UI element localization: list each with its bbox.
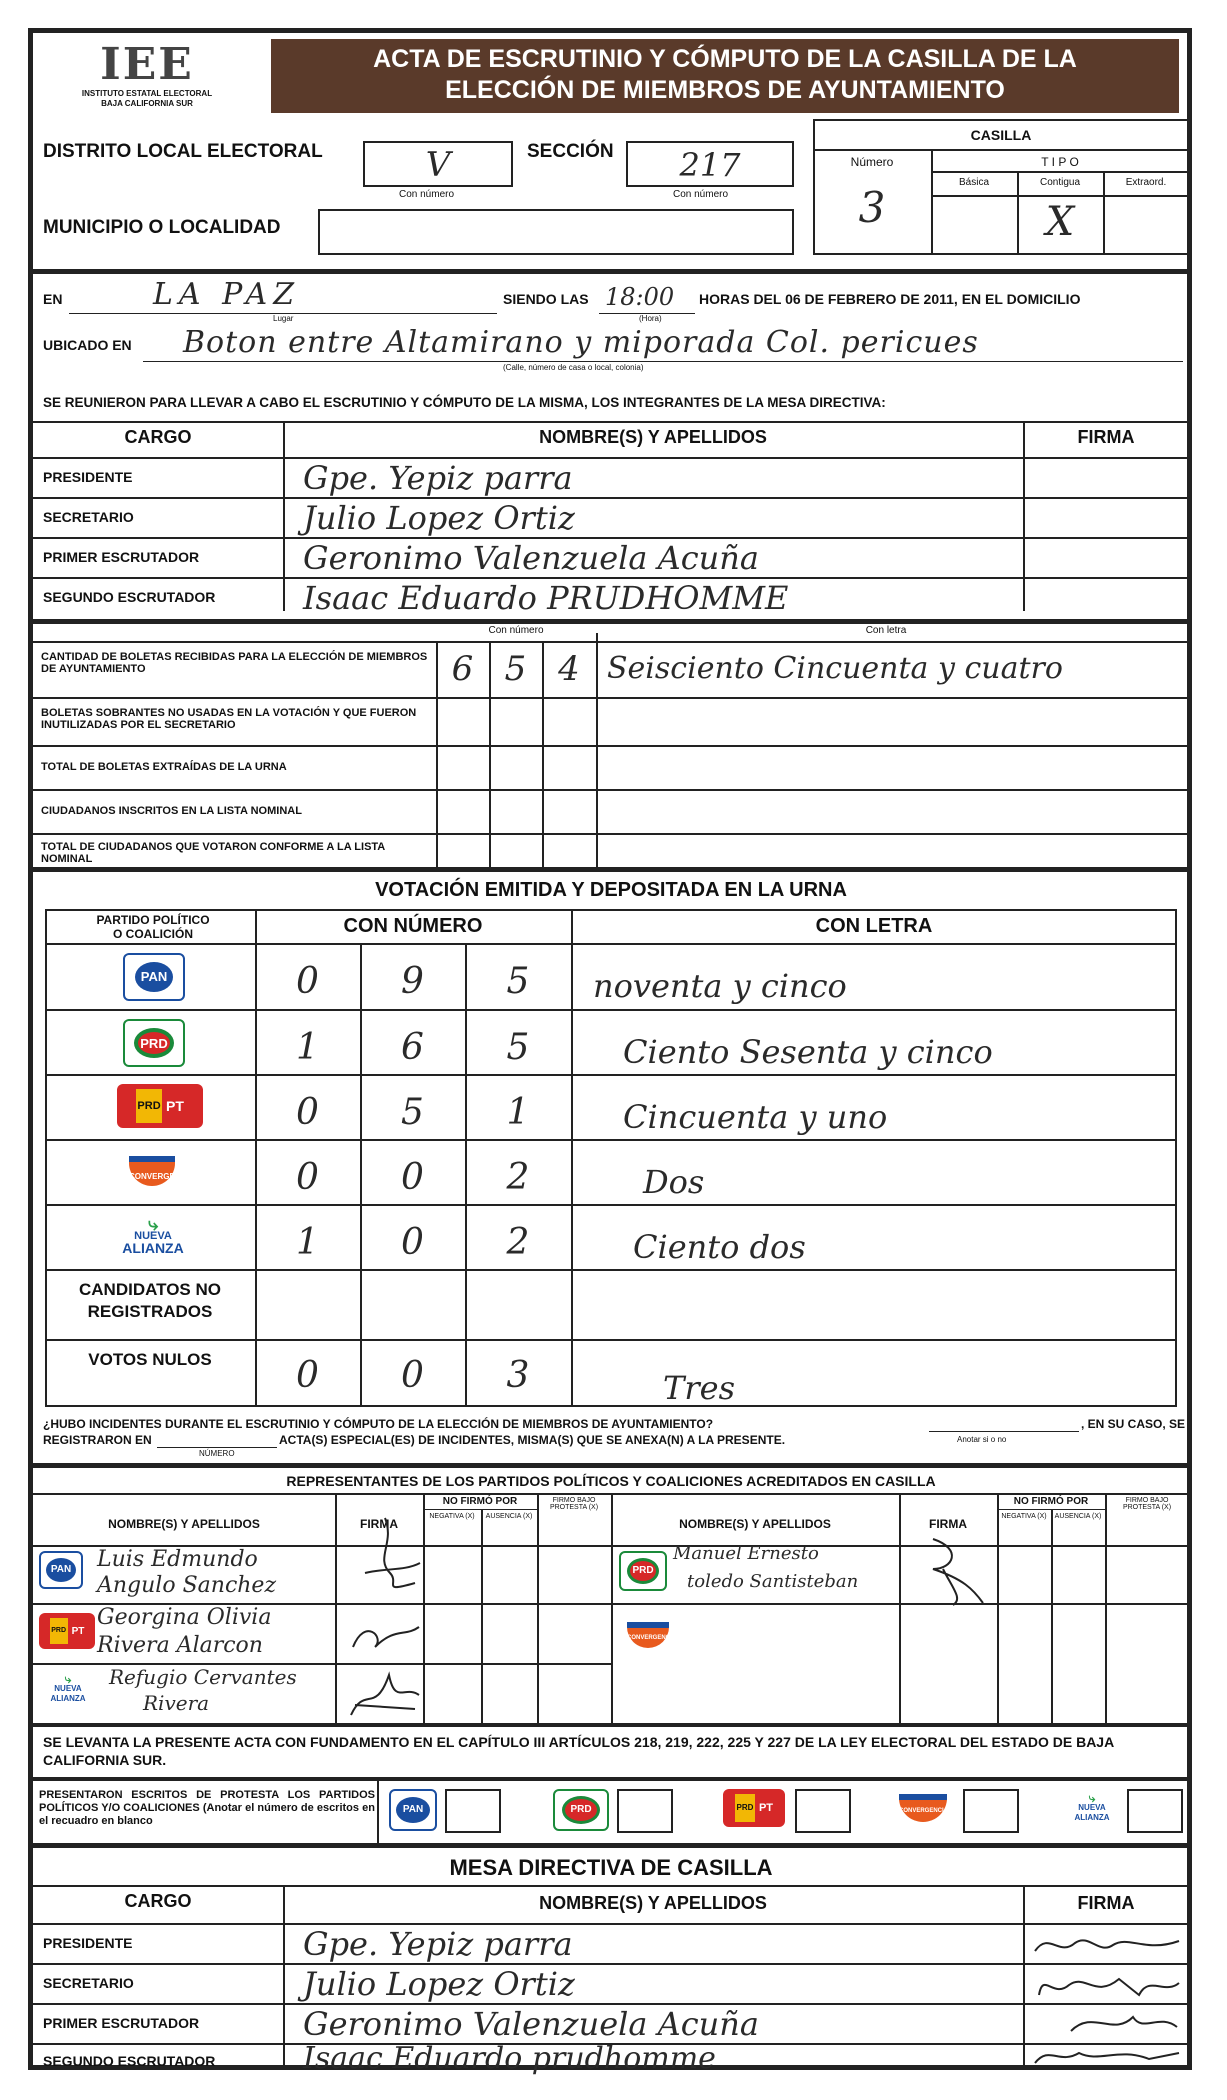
distrito-caption: Con número (399, 189, 455, 200)
incidentes-line1-end: , EN SU CASO, SE (1081, 1417, 1186, 1431)
incidentes-line1: ¿HUBO INCIDENTES DURANTE EL ESCRUTINIO Y CÓMPUTO DE LA ELECCIÓN DE MIEMBROS DE AYUNTAMIENTO? (43, 1417, 714, 1431)
iee-logo (47, 41, 247, 121)
votacion-d1[interactable]: 1 (296, 1027, 319, 1068)
casilla-numero-label: Número (850, 155, 894, 169)
votacion-d3[interactable]: 5 (506, 1027, 530, 1068)
incidentes-line2a: REGISTRARON EN (43, 1433, 152, 1447)
seccion-label: SECCIÓN (527, 141, 614, 162)
rep-right-nombre-header: NOMBRE(S) Y APELLIDOS (679, 1517, 831, 1531)
domicilio-value: Boton entre Altamirano y miporada Col. pericues (183, 325, 979, 360)
mesa-bottom-cargo: PRIMER ESCRUTADOR (43, 2015, 200, 2031)
rep-signature-icon (345, 1607, 425, 1663)
mesa-top-cargo: SECRETARIO (43, 509, 134, 525)
nueva-alianza-logo-icon: ⤷ NUEVA ALIANZA (37, 1669, 99, 1709)
rep-left-ausencia-header: AUSENCIA (X) (485, 1513, 533, 1520)
nueva-alianza-logo-icon: ⤷ NUEVA ALIANZA (113, 1214, 193, 1258)
rep-left-negativa-header: NEGATIVA (X) (429, 1513, 475, 1520)
rep-name-line2[interactable]: Rivera Alarcon (97, 1633, 263, 1658)
nueva-alianza-logo-icon: ⤷ NUEVA ALIANZA (1057, 1789, 1127, 1827)
rep-name-line1[interactable]: Georgina Olivia (97, 1605, 272, 1630)
candidatos-no-registrados-label: CANDIDATOS NO REGISTRADOS (79, 1280, 221, 1321)
boletas-con-letra: Con letra (865, 625, 907, 636)
boletas-label: CIUDADANOS INSCRITOS EN LA LISTA NOMINAL (41, 805, 302, 817)
votacion-letra[interactable]: Dos (643, 1163, 705, 1201)
mesa-top-nombre[interactable]: Gpe. Yepiz parra (303, 459, 573, 497)
votacion-d1[interactable]: 1 (296, 1222, 319, 1263)
casilla-tipo-label: T I P O (1041, 155, 1079, 169)
mesa-top-cargo: PRESIDENTE (43, 469, 133, 485)
votacion-numero-header: CON NÚMERO (343, 915, 483, 937)
votacion-d2[interactable]: 9 (401, 961, 424, 1002)
votacion-d1[interactable]: 0 (296, 961, 319, 1002)
rep-right-negativa-header: NEGATIVA (X) (1001, 1513, 1047, 1520)
mesa-bottom-title: MESA DIRECTIVA DE CASILLA (449, 1855, 773, 1880)
prd-pt-logo-icon: PRD PT (723, 1789, 785, 1827)
horas-text: HORAS DEL 06 DE FEBRERO DE 2011, EN EL DOMICILIO (699, 291, 1081, 307)
lugar-value: LA PAZ (153, 277, 301, 312)
convergencia-logo-icon: CONVERGENCIA (123, 1149, 181, 1193)
votacion-d1[interactable]: 0 (296, 1092, 319, 1133)
votacion-d3[interactable]: 2 (506, 1157, 530, 1198)
casilla-label: CASILLA (970, 127, 1032, 143)
rep-name-line1[interactable]: Luis Edmundo (97, 1547, 258, 1572)
convergencia-logo-icon: CONVERGENCIA (895, 1789, 951, 1827)
mesa-bottom-signature-icon (1029, 1927, 1185, 1963)
boletas-con-numero: Con número (488, 625, 544, 636)
votacion-letra[interactable]: Ciento Sesenta y cinco (623, 1033, 993, 1071)
votacion-d2[interactable]: 0 (401, 1355, 424, 1396)
rep-name-line1[interactable]: Refugio Cervantes (109, 1665, 297, 1689)
rep-right-no-firmo-header: NO FIRMÓ POR (1013, 1496, 1089, 1507)
mesa-bottom-signature-icon (1063, 2003, 1183, 2043)
rep-name-line2[interactable]: Angulo Sanchez (97, 1573, 277, 1598)
mesa-bottom-cargo: SEGUNDO ESCRUTADOR (43, 2053, 216, 2069)
votacion-d2[interactable]: 0 (401, 1157, 424, 1198)
mesa-bottom-nombre[interactable]: Julio Lopez Ortiz (303, 1965, 575, 2003)
rep-signature-icon (355, 1513, 425, 1603)
mesa-bottom-nombre-header: NOMBRE(S) Y APELLIDOS (539, 1893, 767, 1913)
votacion-d3[interactable]: 5 (506, 961, 530, 1002)
rep-left-nombre-header: NOMBRE(S) Y APELLIDOS (108, 1517, 260, 1531)
mesa-bottom-signature-icon (1029, 2043, 1185, 2069)
hora-caption: (Hora) (639, 314, 662, 323)
votacion-letra-header: CON LETRA (815, 915, 933, 937)
mesa-bottom-signature-icon (1029, 1965, 1185, 2003)
votacion-d3[interactable]: 2 (506, 1222, 530, 1263)
rep-left-bajo-protesta-header: FIRMO BAJO PROTESTA (X) (549, 1497, 599, 1511)
prd-pt-logo-icon: PRD PT (39, 1613, 95, 1649)
incidentes-line2b: ACTA(S) ESPECIAL(ES) DE INCIDENTES, MISMA(S) QUE SE ANEXA(N) A LA PRESENTE. (279, 1433, 786, 1447)
rep-left-no-firmo-header: NO FIRMÓ POR (442, 1496, 518, 1507)
pan-logo-icon: PAN (389, 1789, 437, 1831)
domicilio-caption: (Calle, número de casa o local, colonia) (503, 363, 644, 372)
iee-logo-caption: INSTITUTO ESTATAL ELECTORAL BAJA CALIFORNIA SUR (81, 89, 213, 108)
prd-pt-logo-icon: PRD PT (117, 1084, 203, 1128)
rep-right-firma-header: FIRMA (929, 1517, 967, 1531)
boletas-d3[interactable]: 4 (558, 649, 580, 689)
boletas-label: CANTIDAD DE BOLETAS RECIBIDAS PARA LA ELECCIÓN DE MIEMBROS DE AYUNTAMIENTO (41, 651, 428, 675)
rep-left-firma-header: FIRMA (360, 1517, 398, 1531)
votacion-d2[interactable]: 0 (401, 1222, 424, 1263)
ubicado-label: UBICADO EN (43, 337, 132, 353)
votacion-d1[interactable]: 0 (296, 1157, 319, 1198)
mesa-top-nombre[interactable]: Isaac Eduardo PRUDHOMME (303, 579, 789, 617)
rep-name-line2[interactable]: toledo Santisteban (687, 1571, 859, 1592)
protesta-nueva-alianza-count[interactable] (1127, 1789, 1183, 1833)
prd-logo-icon: PRD (123, 1019, 185, 1067)
pan-logo-icon: PAN (39, 1551, 83, 1589)
rep-right-bajo-protesta-header: FIRMO BAJO PROTESTA (X) (1122, 1497, 1172, 1511)
en-label: EN (43, 291, 63, 307)
mesa-bottom-nombre[interactable]: Geronimo Valenzuela Acuña (303, 2005, 759, 2043)
protesta-pan-count[interactable] (445, 1789, 501, 1833)
prd-logo-icon: PRD (619, 1551, 667, 1591)
casilla-numero-value: 3 (858, 183, 886, 232)
votacion-d3[interactable]: 3 (506, 1355, 530, 1396)
municipio-field[interactable] (318, 209, 794, 255)
casilla-contigua-label: Contigua (1039, 177, 1081, 188)
votacion-letra[interactable]: Tres (663, 1369, 735, 1407)
boletas-label: BOLETAS SOBRANTES NO USADAS EN LA VOTACIÓN Y QUE FUERON INUTILIZADAS POR EL SECRETARIO (41, 707, 417, 731)
representantes-title: REPRESENTANTES DE LOS PARTIDOS POLÍTICOS Y COALICIONES ACREDITADOS EN CASILLA (286, 1473, 936, 1489)
boletas-d2[interactable]: 5 (504, 649, 527, 689)
mesa-bottom-nombre[interactable]: Isaac Eduardo prudhomme (303, 2041, 716, 2076)
votacion-letra[interactable]: Ciento dos (633, 1228, 806, 1266)
rep-signature-icon (913, 1529, 989, 1609)
rep-right-ausencia-header: AUSENCIA (X) (1054, 1513, 1102, 1520)
votacion-letra[interactable]: noventa y cinco (593, 967, 847, 1005)
prd-logo-icon: PRD (553, 1789, 609, 1831)
casilla-extraord-label: Extraord. (1125, 177, 1167, 188)
mesa-bottom-cargo-header: CARGO (124, 1891, 192, 1911)
protesta-prd-pt-count[interactable] (795, 1789, 851, 1833)
votacion-partido-header: PARTIDO POLÍTICO O COALICIÓN (96, 913, 210, 941)
mesa-bottom-cargo: PRESIDENTE (43, 1935, 133, 1951)
siendo-las-label: SIENDO LAS (503, 291, 589, 307)
form-title (271, 39, 1179, 113)
rep-name-line1[interactable]: Manuel Ernesto (673, 1543, 819, 1564)
incidentes-numero-caption: NÚMERO (199, 1449, 235, 1458)
distrito-field[interactable] (363, 141, 513, 187)
rep-signature-icon (345, 1665, 425, 1723)
mesa-top-firma-header: FIRMA (1077, 427, 1135, 447)
protesta-text: PRESENTARON ESCRITOS DE PROTESTA LOS PARTIDOS POLÍTICOS Y/O COALICIONES (Anotar el número de escritos en el recuadro en blanco (39, 1789, 375, 1827)
protesta-prd-count[interactable] (617, 1789, 673, 1833)
pan-logo-icon: PAN (123, 953, 185, 1001)
rep-name-line2[interactable]: Rivera (143, 1691, 210, 1715)
distrito-label: DISTRITO LOCAL ELECTORAL (43, 141, 323, 162)
votos-nulos-label: VOTOS NULOS (88, 1350, 212, 1369)
mesa-top-cargo: SEGUNDO ESCRUTADOR (43, 589, 216, 605)
mesa-top-cargo-header: CARGO (124, 427, 192, 447)
casilla-basica-label: Básica (958, 177, 989, 188)
votacion-d3[interactable]: 1 (506, 1092, 530, 1133)
seccion-field[interactable] (626, 141, 794, 187)
hora-value: 18:00 (605, 283, 675, 311)
seccion-value: 217 (679, 146, 741, 184)
mesa-top-nombre-header: NOMBRE(S) Y APELLIDOS (539, 427, 767, 447)
mesa-top-nombre[interactable]: Julio Lopez Ortiz (303, 499, 575, 537)
boletas-label: TOTAL DE CIUDADANOS QUE VOTARON CONFORME A LA LISTA NOMINAL (41, 841, 385, 865)
municipio-label: MUNICIPIO O LOCALIDAD (43, 217, 281, 238)
votacion-d2[interactable]: 5 (401, 1092, 424, 1133)
distrito-value: V (425, 145, 451, 185)
mesa-bottom-nombre[interactable]: Gpe. Yepiz parra (303, 1925, 573, 1963)
votacion-title: VOTACIÓN EMITIDA Y DEPOSITADA EN LA URNA (375, 879, 847, 901)
votacion-letra[interactable]: Cincuenta y uno (623, 1098, 888, 1136)
votacion-d2[interactable]: 6 (401, 1027, 424, 1068)
fundamento-text: SE LEVANTA LA PRESENTE ACTA CON FUNDAMENTO EN EL CAPÍTULO III ARTÍCULOS 218, 219, 222, 225 Y 227 DE LA LEY ELECTORAL DEL ESTADO DE BAJA CALIFORNIA SUR. (43, 1734, 1114, 1768)
lugar-caption: Lugar (273, 314, 294, 323)
boletas-d1[interactable]: 6 (451, 649, 474, 689)
mesa-bottom-firma-header: FIRMA (1077, 1893, 1135, 1913)
casilla-contigua-mark[interactable]: X (1045, 199, 1075, 245)
form-title-line2: ELECCIÓN DE MIEMBROS DE AYUNTAMIENTO (445, 76, 1005, 104)
mesa-top-cargo: PRIMER ESCRUTADOR (43, 549, 200, 565)
mesa-bottom-cargo: SECRETARIO (43, 1975, 134, 1991)
se-reunieron-text: SE REUNIERON PARA LLEVAR A CABO EL ESCRUTINIO Y CÓMPUTO DE LA MISMA, LOS INTEGRANTES DE LA MESA DIRECTIVA: (43, 395, 886, 410)
iee-logo-mark: IEE (100, 39, 194, 90)
form-title-line1: ACTA DE ESCRUTINIO Y CÓMPUTO DE LA CASILLA DE LA (373, 45, 1077, 73)
seccion-caption: Con número (673, 189, 729, 200)
convergencia-logo-icon: CONVERGENCIA (623, 1617, 673, 1653)
mesa-top-nombre[interactable]: Geronimo Valenzuela Acuña (303, 539, 759, 577)
boletas-label: TOTAL DE BOLETAS EXTRAÍDAS DE LA URNA (41, 761, 287, 773)
acta-form (28, 28, 1192, 2076)
protesta-convergencia-count[interactable] (963, 1789, 1019, 1833)
votacion-d1[interactable]: 0 (296, 1355, 319, 1396)
boletas-letra[interactable]: Seisciento Cincuenta y cuatro (607, 651, 1063, 686)
incidentes-anotar: Anotar si o no (957, 1435, 1007, 1444)
